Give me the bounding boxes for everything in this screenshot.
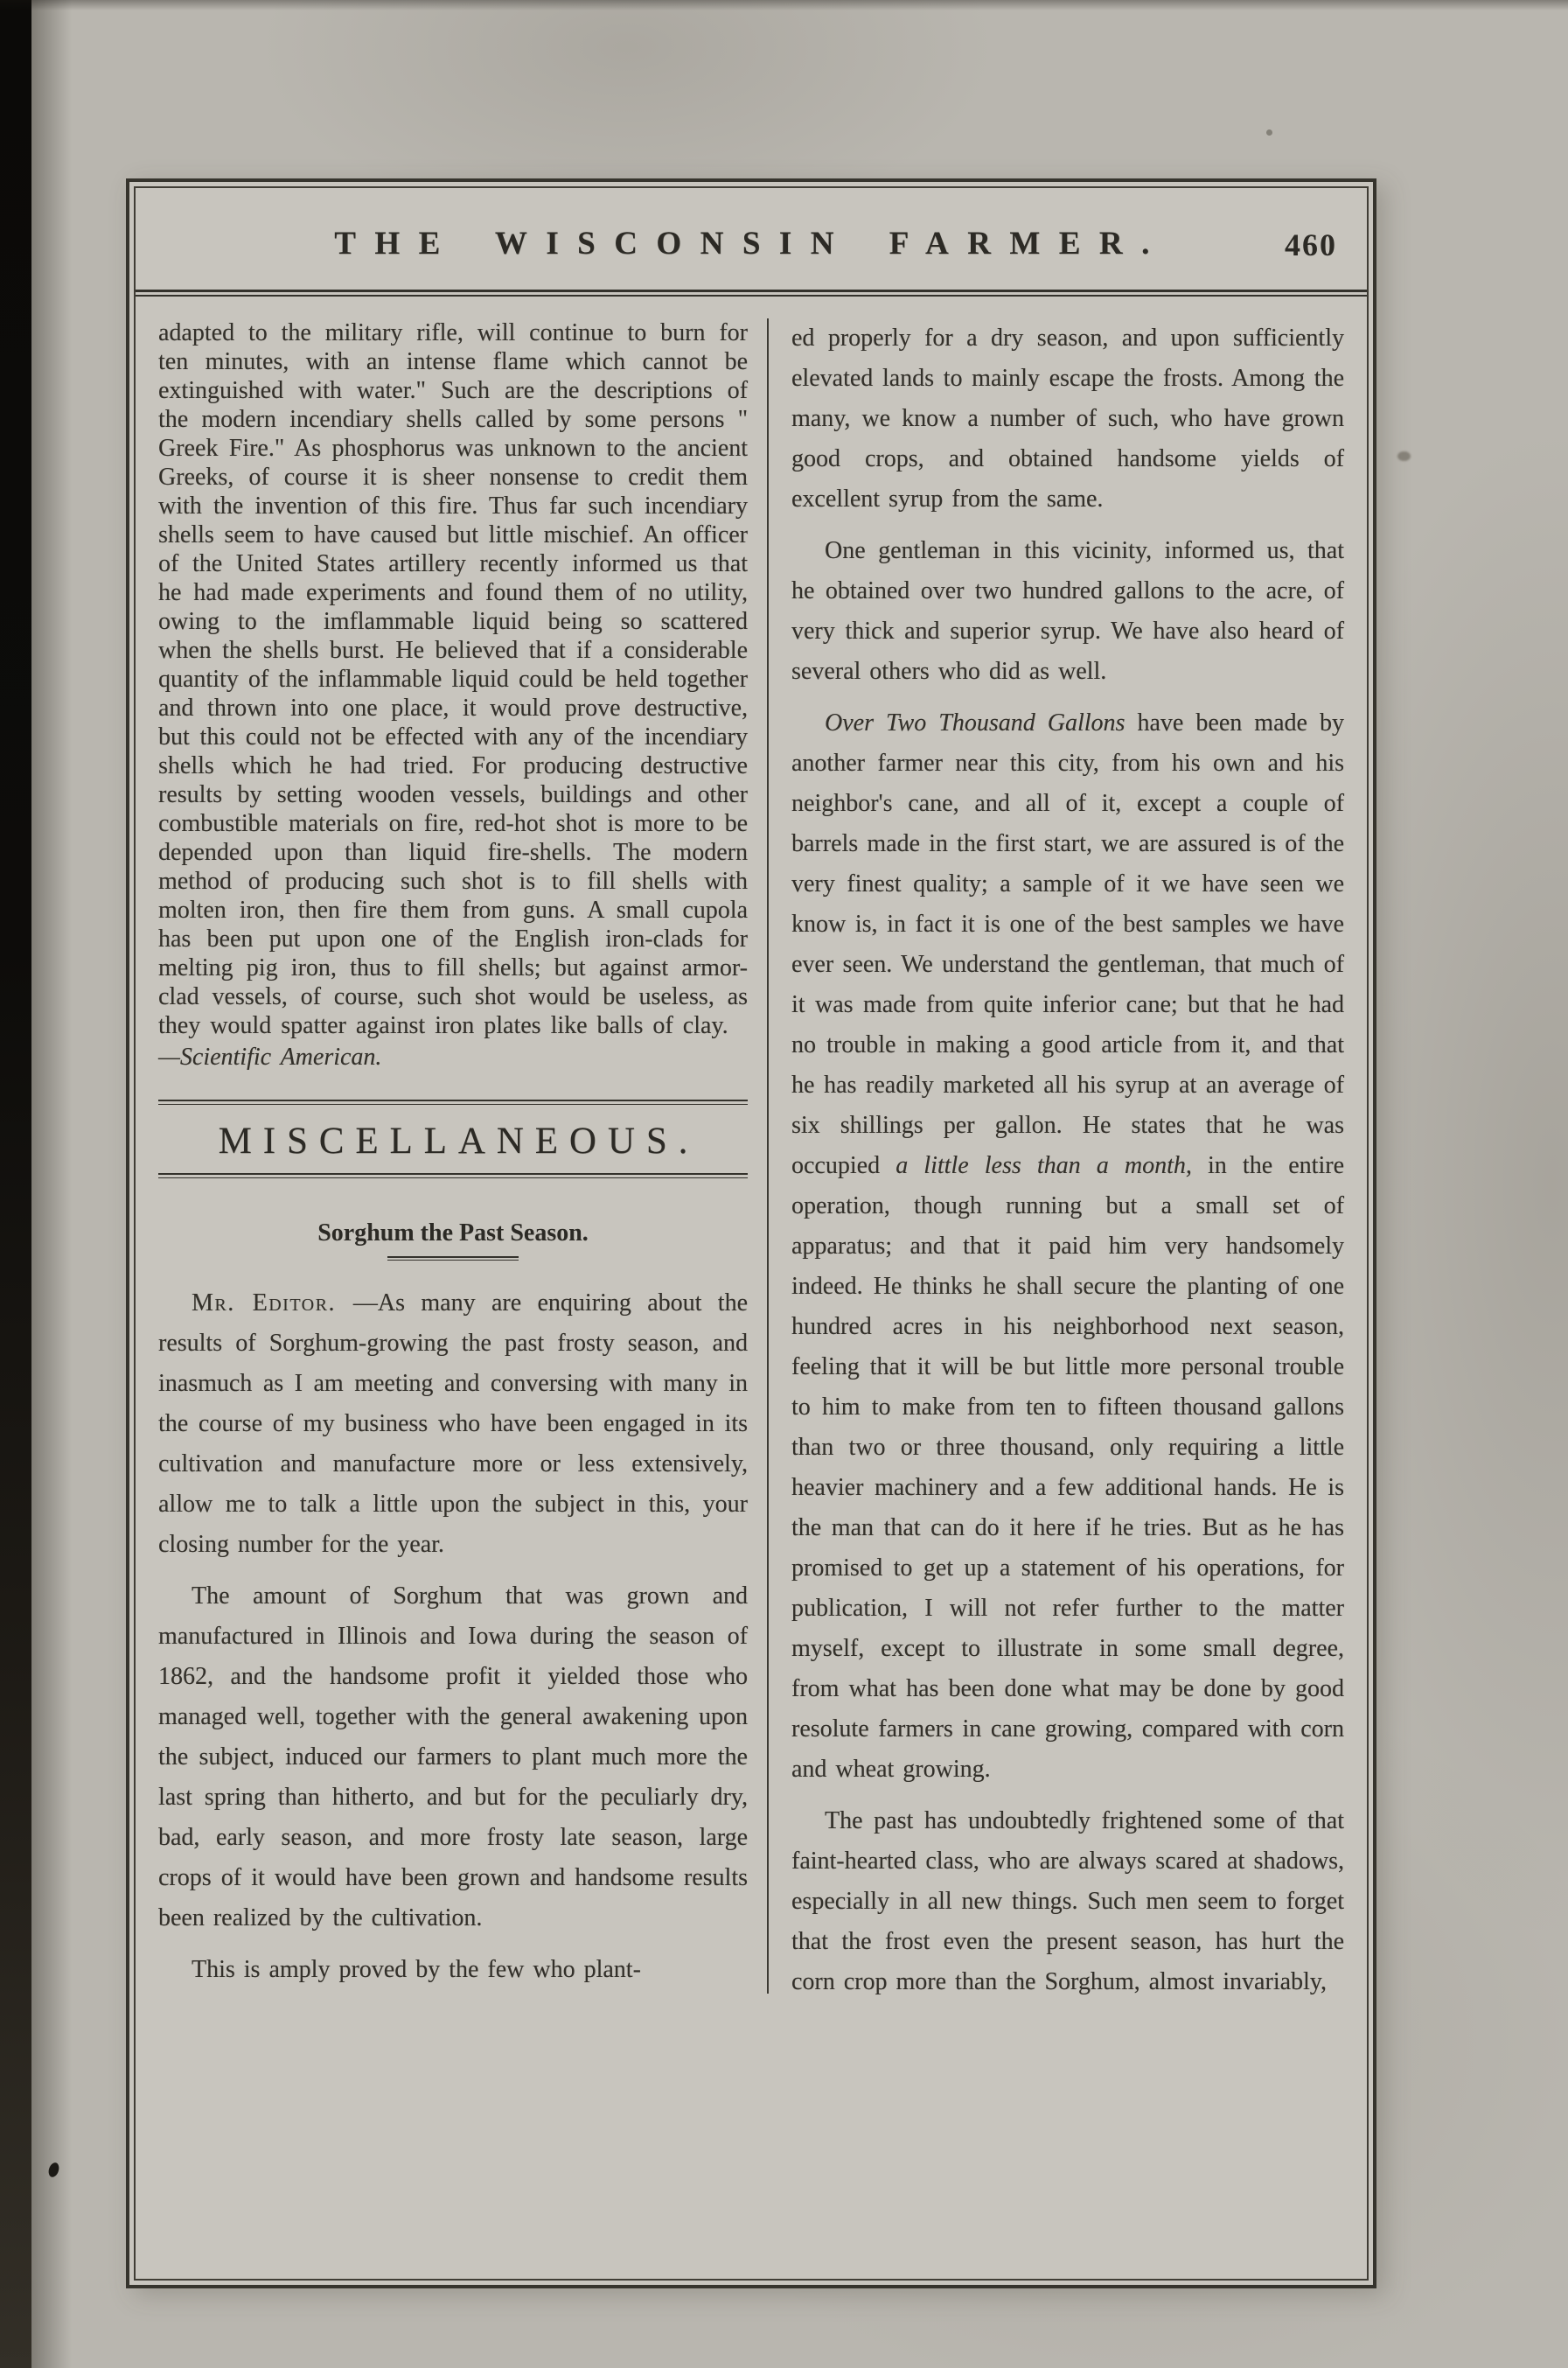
body-text: The amount of Sorghum that was grown and manufactured in Illinois and Iowa during the season of 1862, and the handsome profit it yielded those who managed well, together with the general awakening upon the subject, induced our farmers to plant much more the last spring than hitherto, and but for the peculiarly dry, bad, early season, and more frosty late season, large crops of it would have been grown and handsome results been realized by the cultivation.	[158, 1582, 748, 1931]
paragraph	[158, 1043, 748, 1072]
scan-artifact-smudge	[1397, 451, 1411, 461]
columns	[158, 297, 1344, 2002]
left-column	[158, 318, 748, 2002]
paragraph	[791, 1801, 1344, 2002]
page-header	[158, 188, 1344, 290]
paragraph	[791, 703, 1344, 1790]
smallcaps-text: Mr. Editor.	[192, 1289, 353, 1317]
scan-artifact-dot	[1266, 129, 1272, 136]
section-rule-top	[158, 1100, 748, 1106]
body-text: have been made by another farmer near this city, from his own and his neighbor's cane, and all of it, except a couple of barrels made in the first start, we are assured is of the very finest quality; a sample of it we have seen we know is, in fact it is one of the best samples we have ever seen. We understand the gentleman, that much of it was made from quite inferior cane; but that he had no trouble in making a good article from it, and that he has readily marketed all his syrup at an average of six shillings per gallon. He states that he was occupied	[791, 709, 1344, 1179]
body-text: ed properly for a dry season, and upon sufficiently elevated lands to mainly escape the frosts. Among the many, we know a number of such, who have grown good crops, and obtained handsome yields of excellent syrup from the same.	[791, 325, 1344, 513]
body-text: —As many are enquiring about the results of Sorghum-growing the past frosty season, and inasmuch as I am meeting and conversing with many in the course of my business who have been engaged in its cultivation and manufacture more or less extensively, allow me to talk a little upon the subject in this, your closing number for the year.	[158, 1289, 748, 1558]
paragraph	[791, 531, 1344, 692]
italic-text: Over Two Thousand Gallons	[825, 709, 1125, 737]
page-title: THE WISCONSIN FARMER.	[334, 226, 1168, 262]
paragraph	[158, 1576, 748, 1938]
column-divider-rule	[767, 318, 769, 1994]
scan-edge-strip	[0, 0, 31, 2368]
body-text: The past has undoubtedly frightened some of that faint-hearted class, who are always scared at shadows, especially in all new things. Such men seem to forget that the frost even the present season, has hurt the corn crop more than the Sorghum, almost invariably,	[791, 1807, 1344, 1995]
article-incendiary-shells	[158, 318, 748, 1072]
page-frame	[126, 178, 1376, 2288]
right-column	[791, 318, 1344, 2002]
paragraph	[158, 1283, 748, 1565]
article-sorghum-letter	[158, 1283, 748, 1990]
paragraph	[158, 1950, 748, 1990]
article-sorghum-letter-continued	[791, 318, 1344, 2002]
scan-edge-shadow	[31, 0, 72, 2368]
header-rule	[136, 290, 1367, 297]
section-miscellaneous	[158, 1100, 748, 1179]
body-text: One gentleman in this vicinity, informed us, that he obtained over two hundred gallons to the acre, of very thick and superior syrup. We have also heard of several others who did as well.	[791, 537, 1344, 685]
italic-text: —Scientific American.	[158, 1044, 382, 1071]
page-frame-inner	[134, 186, 1369, 2281]
body-text: in the entire operation, though running but a small set of apparatus; and that it paid him very handsomely indeed. He thinks he shall secure the planting of one hundred acres in his neighborhood next season, feeling that it will be but little more personal trouble to him to make from ten to fifteen thousand gallons than two or three thousand, only requiring a little heavier machinery and a few additional hands. He is the man that can do it here if he tries. But as he has promised to get up a statement of his operations, for publication, I will not refer further to the matter myself, except to illustrate in some small degree, from what has been done what may be done by good resolute farmers in cane growing, compared with corn and wheat growing.	[791, 1152, 1344, 1783]
scan-top-shadow	[0, 0, 1568, 10]
italic-text: a little less than a month,	[896, 1152, 1192, 1179]
paragraph	[158, 318, 748, 1040]
paragraph	[791, 318, 1344, 520]
body-text: This is amply proved by the few who plant-	[192, 1956, 641, 1983]
subheading-rule	[387, 1256, 519, 1261]
section-rule-bottom	[158, 1173, 748, 1179]
article-subheading: Sorghum the Past Season.	[317, 1219, 589, 1247]
section-heading: MISCELLANEOUS.	[218, 1121, 700, 1162]
body-text: adapted to the military rifle, will continue to burn for ten minutes, with an intense flame which cannot be extinguished with water." Such are the descriptions of the modern incendiary shells called by some persons " Greek Fire." As phosphorus was unknown to the ancient Greeks, of course it is sheer nonsense to credit them with the invention of this fire. Thus far such incendiary shells seem to have caused but little mischief. An officer of the United States artillery recently informed us that he had made experiments and found them of no utility, owing to the imflammable liquid being so scattered when the shells burst. He believed that if a considerable quantity of the inflammable liquid could be held together and thrown into one place, it would prove destructive, but this could not be effected with any of the incendiary shells which he had tried. For producing destructive results by setting wooden vessels, buildings and other combustible materials on fire, red-hot shot is more to be depended upon than liquid fire-shells. The modern method of producing such shot is to fill shells with molten iron, then fire them from guns. A small cupola has been put upon one of the English iron-clads for melting pig iron, thus to fill shells; but against armor-clad vessels, of course, such shot would be useless, as they would spatter against iron plates like balls of clay.	[158, 319, 748, 1039]
page-number: 460	[1285, 227, 1337, 262]
